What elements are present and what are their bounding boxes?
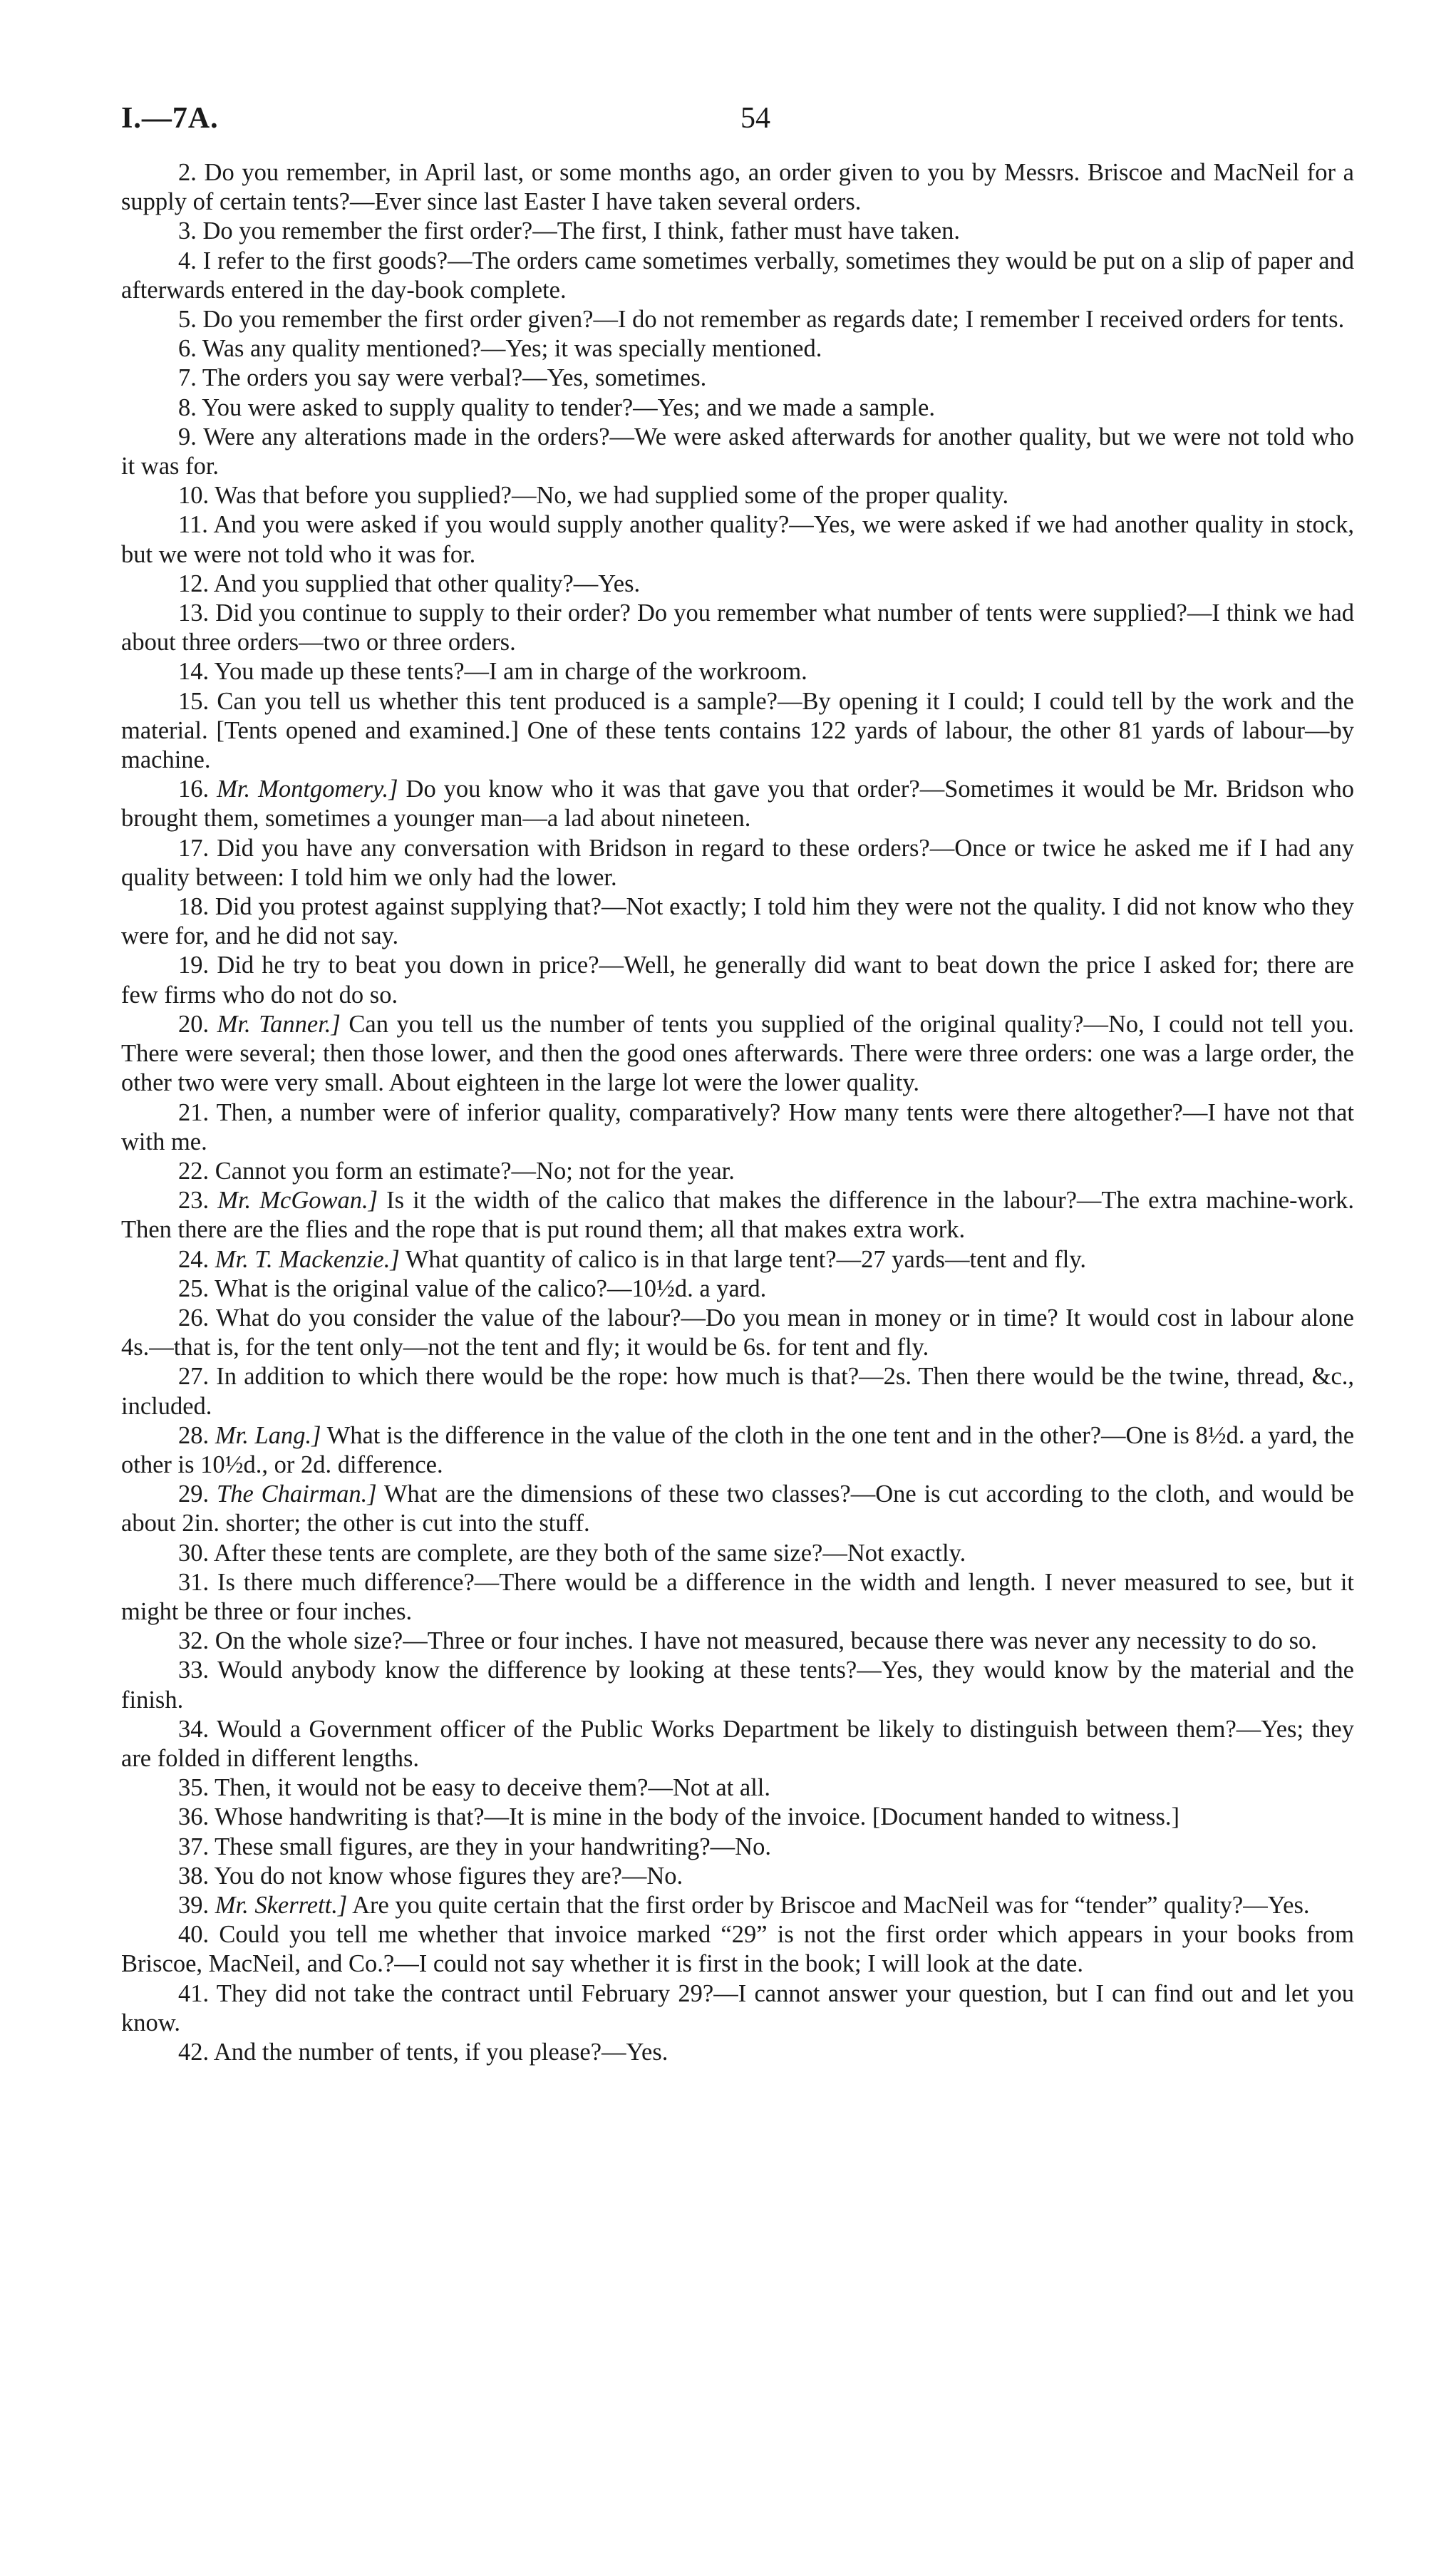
speaker-name: Mr. McGowan.] [217,1187,378,1215]
question-answer-text: Do you remember the first order?—The first, I think, father must have taken. [202,217,960,245]
testimony-paragraph [121,1539,1354,1568]
testimony-paragraph [121,1715,1354,1773]
question-number: 26. [178,1304,210,1331]
question-number: 42. [178,2039,210,2066]
question-number: 16. [178,776,210,803]
question-answer-text: Did you have any conversation with Bridson in regard to these orders?—Once or twice he asked me if I had any quality between: I told him we only had the lower. [121,834,1355,891]
question-answer-text: Do you remember, in April last, or some months ago, an order given to you by Messrs. Briscoe and MacNeil for a supply of certain tents?—Ever since last Easter I have taken several orders. [121,159,1354,216]
question-number: 27. [178,1363,210,1391]
testimony-paragraph [121,1862,1354,1891]
question-answer-text: These small figures, are they in your handwriting?—No. [215,1833,771,1860]
testimony-paragraph [121,1891,1354,1920]
speaker-name: Mr. T. Mackenzie.] [215,1245,400,1273]
question-answer-text: What is the original value of the calico?—10½d. a yard. [215,1274,767,1302]
question-answer-text: They did not take the contract until February 29?—I cannot answer your question, but I can find out and let you know. [121,1979,1354,2036]
question-answer-text: Was that before you supplied?—No, we had supplied some of the proper quality. [215,482,1009,510]
question-number: 8. [178,393,197,421]
question-number: 37. [178,1833,210,1860]
question-answer-text: Is it the width of the calico that makes the difference in the labour?—The extra machine-work. Then there are the flies and the rope that is put round them; all that makes extra work. [121,1187,1355,1244]
question-number: 25. [178,1274,210,1302]
question-answer-text: And the number of tents, if you please?—Yes. [213,2039,668,2066]
testimony-paragraph [121,1010,1354,1098]
question-number: 33. [178,1657,210,1684]
question-number: 24. [178,1245,210,1273]
question-answer-text: Were any alterations made in the orders?—We were asked afterwards for another quality, but we were not told who it was for. [121,423,1354,480]
testimony-paragraph [121,1773,1354,1803]
question-number: 5. [178,306,197,334]
testimony-paragraph [121,1362,1354,1421]
question-number: 20. [178,1010,210,1038]
question-number: 41. [178,1979,210,2007]
question-number: 29. [178,1480,210,1508]
question-number: 39. [178,1891,210,1919]
question-answer-text: Then, it would not be easy to deceive them?—Not at all. [215,1774,770,1802]
question-answer-text: Would anybody know the difference by looking at these tents?—Yes, they would know by the material and the finish. [121,1657,1354,1714]
question-number: 19. [178,952,210,979]
question-answer-text: And you were asked if you would supply another quality?—Yes, we were asked if we had another quality in stock, but we were not told who it was for. [121,511,1354,568]
question-number: 32. [178,1627,210,1655]
testimony-paragraph [121,1421,1354,1480]
testimony-paragraph [121,334,1354,364]
speaker-name: Mr. Skerrett.] [215,1891,348,1919]
question-answer-text: Can you tell us whether this tent produced is a sample?—By opening it I could; I could tell by the work and the material. [Tents opened and examined.] One of these tents contains 122 yards of labour, the other 81 yards of labour—by machine. [121,687,1354,774]
testimony-paragraph [121,305,1354,334]
question-answer-text: Do you know who it was that gave you that order?—Sometimes it would be Mr. Bridson who brought them, sometimes a younger man—a lad about nineteen. [121,776,1355,833]
testimony-paragraph [121,481,1354,510]
question-number: 11. [178,511,208,539]
testimony-paragraph [121,217,1354,246]
testimony-paragraph [121,1656,1354,1714]
question-number: 23. [178,1187,210,1215]
question-answer-text: On the whole size?—Three or four inches. I have not measured, because there was never any necessity to do so. [215,1627,1317,1655]
testimony-paragraph [121,687,1354,776]
question-answer-text: You do not know whose figures they are?—No. [214,1862,683,1890]
question-number: 2. [178,159,197,186]
question-number: 30. [178,1539,210,1567]
question-answer-text: Would a Government officer of the Public Works Department be likely to distinguish between them?—Yes; they are folded in different lengths. [121,1715,1354,1772]
testimony-paragraph [121,1186,1354,1245]
question-answer-text: You were asked to supply quality to tender?—Yes; and we made a sample. [202,393,935,421]
question-answer-text: The orders you say were verbal?—Yes, sometimes. [202,364,707,392]
question-number: 34. [178,1715,210,1743]
testimony-paragraph [121,1157,1354,1186]
testimony-paragraph [121,364,1354,393]
question-answer-text: You made up these tents?—I am in charge of the workroom. [214,658,807,686]
question-answer-text: Did you protest against supplying that?—Not exactly; I told him they were not the quality. I did not know who they were for, and he did not say. [121,893,1354,950]
testimony-paragraph [121,1920,1354,1979]
question-answer-text: Do you remember the first order given?—I do not remember as regards date; I remember I received orders for tents. [202,306,1345,334]
testimony-paragraph [121,1979,1354,2038]
question-number: 7. [178,364,197,392]
question-answer-text: What are the dimensions of these two classes?—One is cut according to the cloth, and would be about 2in. shorter; the other is cut into the stuff. [121,1480,1354,1537]
testimony-paragraph [121,570,1354,599]
question-answer-text: Cannot you form an estimate?—No; not for the year. [215,1157,735,1185]
speaker-name: Mr. Tanner.] [217,1010,341,1038]
question-number: 22. [178,1157,210,1185]
question-answer-text: Can you tell us the number of tents you supplied of the original quality?—No, I could not tell you. There were several; then those lower, and then the good ones afterwards. There were three orders: one was a large order, the other two were very small. About eighteen in the large lot were the lower quality. [121,1010,1355,1097]
testimony-paragraph [121,247,1354,305]
speaker-name: The Chairman.] [217,1480,377,1508]
question-answer-text: Could you tell me whether that invoice marked “29” is not the first order which appears in your books from Briscoe, MacNeil, and Co.?—I could not say whether it is first in the book; I will look at the date. [121,1921,1355,1978]
question-number: 35. [178,1774,210,1802]
testimony-paragraph [121,1833,1354,1862]
question-number: 21. [178,1098,210,1126]
question-number: 13. [178,599,210,627]
testimony-paragraph [121,1304,1354,1362]
question-answer-text: Are you quite certain that the first order by Briscoe and MacNeil was for “tender” quality?—Yes. [352,1891,1310,1919]
testimony-paragraph [121,1245,1354,1274]
testimony-paragraph [121,834,1354,892]
testimony-paragraph [121,1098,1354,1157]
question-answer-text: Did he try to beat you down in price?—Well, he generally did want to beat down the price I asked for; there are few firms who do not do so. [121,952,1354,1009]
question-number: 6. [178,335,197,363]
testimony-paragraph [121,599,1354,657]
question-answer-text: What is the difference in the value of the cloth in the one tent and in the other?—One is 8½d. a yard, the other is 10½d., or 2d. difference. [121,1421,1355,1478]
question-answer-text: What quantity of calico is in that large tent?—27 yards—tent and fly. [405,1245,1086,1273]
testimony-paragraph [121,158,1354,217]
question-number: 40. [178,1921,210,1949]
testimony-paragraph [121,423,1354,481]
testimony-paragraph [121,775,1354,833]
testimony-paragraph [121,1803,1354,1832]
question-answer-text: I refer to the first goods?—The orders came sometimes verbally, sometimes they would be put on a slip of paper and afterwards entered in the day-book complete. [121,247,1355,304]
question-number: 17. [178,834,210,862]
testimony-paragraph [121,892,1354,951]
question-answer-text: After these tents are complete, are they both of the same size?—Not exactly. [213,1539,966,1567]
testimony-paragraph [121,1274,1354,1304]
question-number: 4. [178,247,197,274]
question-number: 10. [178,482,210,510]
testimony-paragraph [121,2038,1354,2067]
question-answer-text: And you supplied that other quality?—Yes. [213,570,641,597]
question-number: 15. [178,687,210,715]
speaker-name: Mr. Lang.] [215,1421,321,1449]
testimony-paragraph [121,951,1354,1009]
question-number: 9. [178,423,197,450]
speaker-name: Mr. Montgomery.] [217,776,398,803]
question-number: 3. [178,217,197,245]
question-answer-text: Whose handwriting is that?—It is mine in the body of the invoice. [Document handed to witness.] [215,1803,1179,1831]
question-answer-text: Then, a number were of inferior quality, comparatively? How many tents were there altogether?—I have not that with me. [121,1098,1354,1155]
testimony-paragraph [121,393,1354,423]
testimony-body [121,158,1354,2067]
question-number: 28. [178,1421,210,1449]
question-number: 12. [178,570,210,597]
testimony-paragraph [121,510,1354,569]
question-answer-text: In addition to which there would be the rope: how much is that?—2s. Then there would be the twine, thread, &c., included. [121,1363,1355,1420]
question-answer-text: Is there much difference?—There would be a difference in the width and length. I never measured to see, but it might be three or four inches. [121,1568,1355,1625]
question-answer-text: Did you continue to supply to their order? Do you remember what number of tents were supplied?—I think we had about three orders—two or three orders. [121,599,1355,656]
question-number: 14. [178,658,210,686]
question-number: 31. [178,1568,210,1596]
testimony-paragraph [121,1627,1354,1656]
question-number: 38. [178,1862,210,1890]
testimony-paragraph [121,657,1354,686]
question-number: 18. [178,893,210,921]
testimony-paragraph [121,1480,1354,1538]
page-number: 54 [740,102,770,135]
page-reference: I.—7A. [121,102,219,135]
question-answer-text: What do you consider the value of the labour?—Do you mean in money or in time? It would cost in labour alone 4s.—that is, for the tent only—not the tent and fly; it would be 6s. for tent and fly. [121,1304,1354,1361]
question-answer-text: Was any quality mentioned?—Yes; it was specially mentioned. [202,335,822,363]
testimony-paragraph [121,1568,1354,1627]
question-number: 36. [178,1803,210,1831]
